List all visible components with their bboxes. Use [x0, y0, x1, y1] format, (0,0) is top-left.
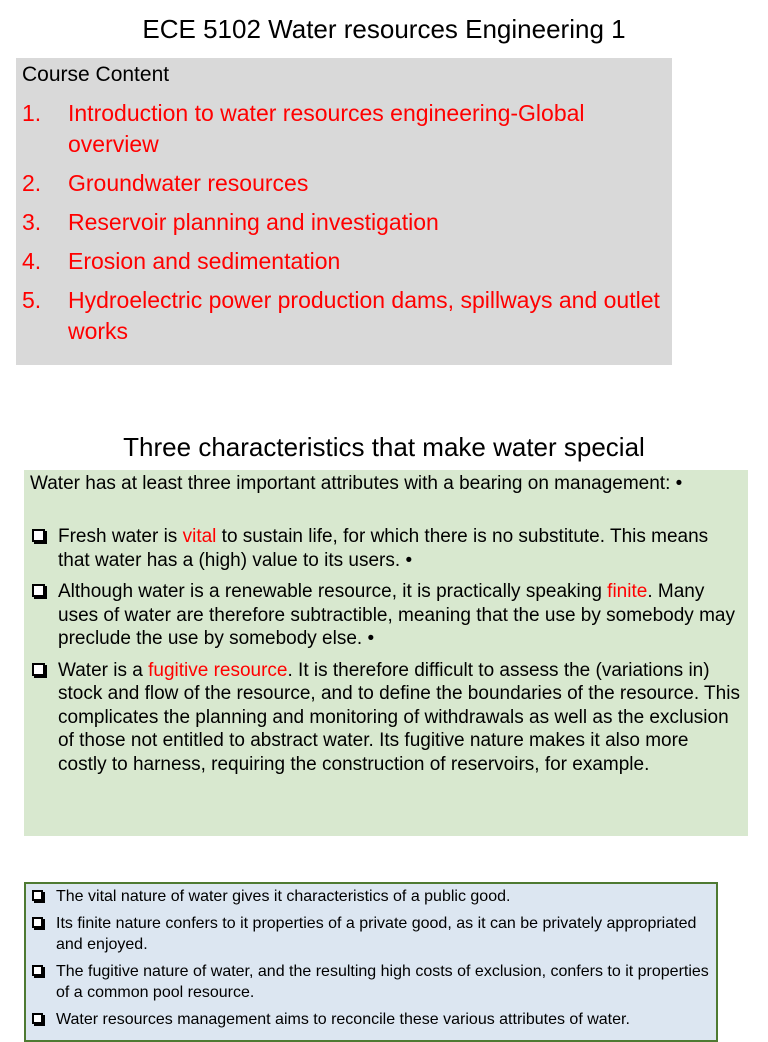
attribute-item: Water is a fugitive resource. It is therefore difficult to assess the (variations in) stock and flow of the resource, and to define the boundaries of the resource. This complicates the planning and monitoring of withdrawals as well as the exclusion of those not entitled to abstract water. Its fugitive nature makes it also more costly to harness, requiring the construction of reservoirs, for example.	[30, 659, 740, 777]
checkbox-icon	[32, 1013, 43, 1024]
goods-item: Water resources management aims to reconcile these various attributes of water.	[30, 1009, 710, 1030]
course-list	[22, 98, 662, 355]
course-content-box	[16, 58, 672, 365]
course-item: 4. Erosion and sedimentation	[22, 248, 341, 274]
goods-list	[30, 886, 710, 1036]
goods-item: The fugitive nature of water, and the resulting high costs of exclusion, confers to it properties of a common pool resource.	[30, 961, 710, 1003]
goods-item: The vital nature of water gives it characteristics of a public good.	[30, 886, 710, 907]
highlight-text: finite	[607, 581, 648, 602]
course-item: 3. Reservoir planning and investigation	[22, 209, 439, 235]
checkbox-icon	[32, 529, 45, 542]
attributes-intro: Water has at least three important attributes with a bearing on management: •	[30, 473, 683, 494]
slide2-title: Three characteristics that make water special	[123, 432, 645, 462]
highlight-text: vital	[182, 526, 217, 547]
slide1-title: ECE 5102 Water resources Engineering 1	[142, 14, 626, 44]
checkbox-icon	[32, 917, 43, 928]
course-item: 5. Hydroelectric power production dams, spillways and outlet works	[22, 287, 660, 344]
checkbox-icon	[32, 890, 43, 901]
goods-item: Its finite nature confers to it properties of a private good, as it can be privately appropriated and enjoyed.	[30, 913, 710, 955]
goods-box	[24, 882, 718, 1042]
checkbox-icon	[32, 663, 45, 676]
course-item: 2. Groundwater resources	[22, 170, 309, 196]
course-item: 1. Introduction to water resources engineering-Global overview	[22, 100, 585, 157]
attribute-item: Although water is a renewable resource, it is practically speaking finite. Many uses of water are therefore subtractible, meaning that the use by somebody may preclude the use by somebody else. •	[30, 580, 740, 651]
highlight-text: fugitive resource	[148, 659, 288, 681]
checkbox-icon	[32, 965, 43, 976]
checkbox-icon	[32, 584, 45, 597]
attributes-box	[24, 470, 748, 836]
course-content-heading: Course Content	[22, 63, 170, 86]
attribute-item: Fresh water is vital to sustain life, for which there is no substitute. This means that water has a (high) value to its users. •	[30, 525, 740, 572]
attributes-list	[30, 525, 740, 784]
